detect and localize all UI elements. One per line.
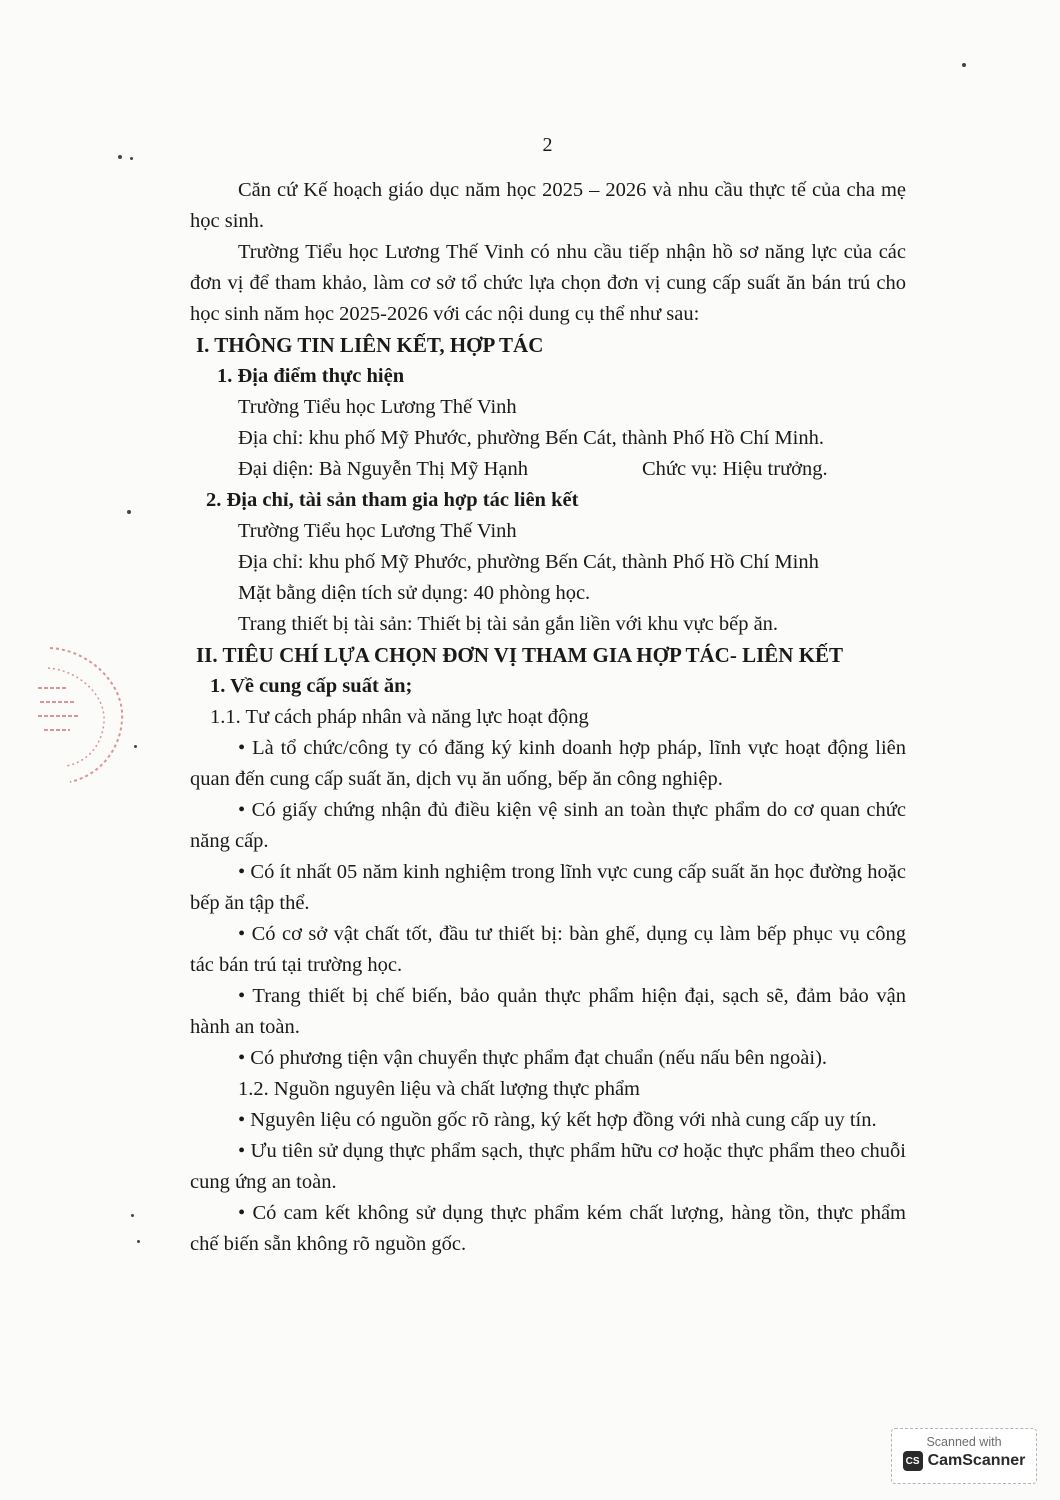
intro-paragraph-1: Căn cứ Kế hoạch giáo dục năm học 2025 – 2026 và nhu cầu thực tế của cha mẹ học sinh. bbox=[190, 179, 906, 232]
scan-speck bbox=[130, 157, 133, 160]
scan-speck bbox=[127, 510, 131, 514]
subsection-1-2-heading: 2. Địa chỉ, tài sản tham gia hợp tác liên kết bbox=[206, 489, 579, 511]
location-address: Địa chỉ: khu phố Mỹ Phước, phường Bến Cát, thành Phố Hồ Chí Minh. bbox=[238, 427, 825, 449]
criteria-item: • Có ít nhất 05 năm kinh nghiệm trong lĩnh vực cung cấp suất ăn học đường hoặc bếp ăn tập thể. bbox=[190, 861, 906, 914]
camscanner-brand bbox=[892, 1451, 1036, 1471]
assets-area: Mặt bằng diện tích sử dụng: 40 phòng học. bbox=[238, 582, 591, 604]
page-number: 2 bbox=[542, 134, 553, 156]
section-2-heading: II. TIÊU CHÍ LỰA CHỌN ĐƠN VỊ THAM GIA HỢP TÁC- LIÊN KẾT bbox=[196, 643, 844, 667]
criteria-item: • Ưu tiên sử dụng thực phẩm sạch, thực phẩm hữu cơ hoặc thực phẩm theo chuỗi cung ứng an toàn. bbox=[190, 1140, 906, 1193]
stamp-seal-fragment bbox=[30, 640, 130, 790]
subsection-2-1-2-heading: 1.2. Nguồn nguyên liệu và chất lượng thực phẩm bbox=[238, 1078, 640, 1100]
scan-speck bbox=[134, 745, 137, 748]
assets-address: Địa chỉ: khu phố Mỹ Phước, phường Bến Cát, thành Phố Hồ Chí Minh bbox=[238, 551, 819, 573]
assets-equipment: Trang thiết bị tài sản: Thiết bị tài sản gắn liền với khu vực bếp ăn. bbox=[238, 613, 779, 635]
scan-speck bbox=[131, 1214, 134, 1217]
intro-paragraph-2: Trường Tiểu học Lương Thế Vinh có nhu cầu tiếp nhận hồ sơ năng lực của các đơn vị để tham khảo, làm cơ sở tổ chức lựa chọn đơn vị cung cấp suất ăn bán trú cho học sinh năm học 2025-2026 với các nội dung cụ thể như sau: bbox=[190, 241, 906, 325]
scanned-with-label: Scanned with bbox=[926, 1435, 1002, 1449]
representative-position: Chức vụ: Hiệu trưởng. bbox=[642, 458, 828, 480]
subsection-2-1-heading: 1. Về cung cấp suất ăn; bbox=[210, 675, 413, 697]
representative-name: Đại diện: Bà Nguyễn Thị Mỹ Hạnh bbox=[238, 458, 528, 480]
camscanner-watermark bbox=[891, 1428, 1037, 1484]
assets-school-name: Trường Tiểu học Lương Thế Vinh bbox=[238, 520, 517, 542]
criteria-item: • Có giấy chứng nhận đủ điều kiện vệ sinh an toàn thực phẩm do cơ quan chức năng cấp. bbox=[190, 799, 906, 852]
criteria-item: • Có cơ sở vật chất tốt, đầu tư thiết bị: bàn ghế, dụng cụ làm bếp phục vụ công tác bán trú tại trường học. bbox=[190, 923, 906, 976]
scan-speck bbox=[962, 63, 966, 67]
document-body bbox=[190, 175, 906, 1260]
criteria-item: • Là tổ chức/công ty có đăng ký kinh doanh hợp pháp, lĩnh vực hoạt động liên quan đến cung cấp suất ăn, dịch vụ ăn uống, bếp ăn công nghiệp. bbox=[190, 737, 906, 790]
section-1-heading: I. THÔNG TIN LIÊN KẾT, HỢP TÁC bbox=[196, 333, 544, 357]
subsection-2-1-1-heading: 1.1. Tư cách pháp nhân và năng lực hoạt động bbox=[210, 706, 589, 728]
representative-row bbox=[190, 454, 906, 485]
criteria-item: • Có cam kết không sử dụng thực phẩm kém chất lượng, hàng tồn, thực phẩm chế biến sẵn không rõ nguồn gốc. bbox=[190, 1202, 906, 1255]
camscanner-name: CamScanner bbox=[927, 1452, 1026, 1469]
location-school-name: Trường Tiểu học Lương Thế Vinh bbox=[238, 396, 517, 418]
scan-speck bbox=[137, 1240, 140, 1243]
criteria-item: • Có phương tiện vận chuyển thực phẩm đạt chuẩn (nếu nấu bên ngoài). bbox=[238, 1047, 828, 1069]
criteria-item: • Nguyên liệu có nguồn gốc rõ ràng, ký kết hợp đồng với nhà cung cấp uy tín. bbox=[238, 1109, 877, 1131]
criteria-item: • Trang thiết bị chế biến, bảo quản thực phẩm hiện đại, sạch sẽ, đảm bảo vận hành an toàn. bbox=[190, 985, 906, 1038]
camscanner-logo-icon: CS bbox=[903, 1451, 923, 1471]
subsection-1-1-heading: 1. Địa điểm thực hiện bbox=[217, 365, 405, 387]
